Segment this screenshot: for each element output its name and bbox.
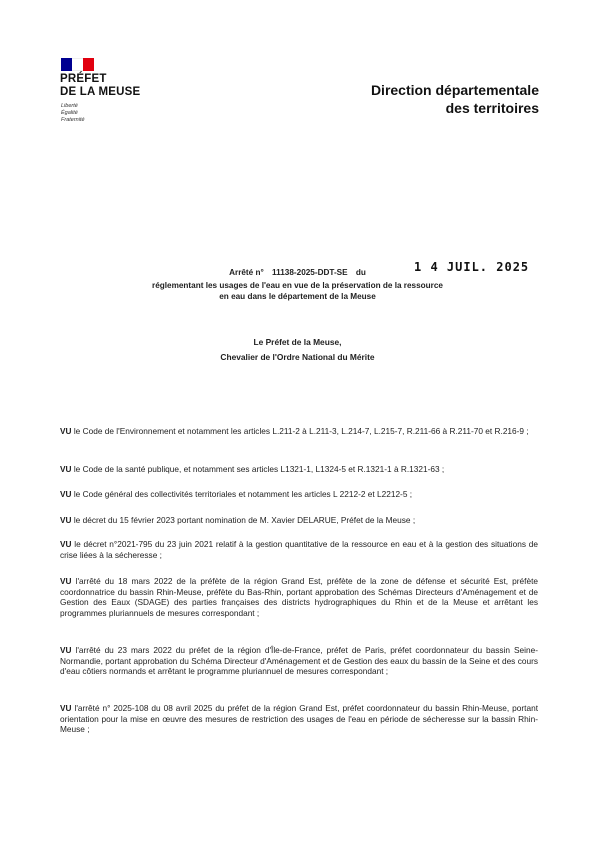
vu-clause: VU l'arrêté du 18 mars 2022 de la préfète de la région Grand Est, préfète de la zone de défense et sécurité Est, préfète coordonnatrice du bassin Rhin-Meuse, préfète du Bas-Rhin, portant approbation des Schémas Directeurs d'Aménagement et de Gestion des Eaux (SDAGE) des parties françaises des districts hydrographiques du Rhin et de la Meuse et arrêtant les programmes pluriannuels de mesures correspondant ; xyxy=(60,576,538,618)
vu-clause: VU l'arrêté du 23 mars 2022 du préfet de la région d'Île-de-France, préfet de Paris, préfet coordonnateur du bassin Seine-Normandie, portant approbation du Schéma Directeur d'Aménagement et de Gestion des eaux du bassin de la Seine et des cours d'eau côtiers normands et arrêtant le programme pluriannuel de mesures correspondant ; xyxy=(60,645,538,677)
date-stamp: 1 4 JUIL. 2025 xyxy=(414,260,530,274)
flag-red xyxy=(83,58,94,71)
vu-clause: VU l'arrêté n° 2025-108 du 08 avril 2025 du préfet de la région Grand Est, préfet coordonnateur du bassin Rhin-Meuse, portant orientation pour la mise en œuvre des mesures de restriction des usages de l'eau en période de sécheresse sur la bassin Rhin-Meuse ; xyxy=(60,703,538,735)
prefet-title: Le Préfet de la Meuse, Chevalier de l'Ordre National du Mérite xyxy=(220,337,375,362)
vu-clause: VU le décret du 15 février 2023 portant nomination de M. Xavier DELARUE, Préfet de la Meuse ; xyxy=(60,515,416,525)
arrete-number: 11138-2025-DDT-SE xyxy=(272,268,348,277)
issuing-direction: Direction départementale des territoires xyxy=(370,82,539,116)
arrete-label: Arrêté n° xyxy=(229,268,264,277)
vu-clause: VU le Code de la santé publique, et notamment ses articles L1321-1, L1324-5 et R.1321-1 à R.1321-63 ; xyxy=(60,464,445,474)
flag-white xyxy=(72,58,83,71)
prefecture-name: PRÉFET DE LA MEUSE xyxy=(60,73,141,98)
vu-clause: VU le Code général des collectivités territoriales et notamment les articles L 2212-2 et L2212-5 ; xyxy=(60,489,413,499)
marianne-flag-logo xyxy=(61,58,94,71)
vu-clause: VU le décret n°2021-795 du 23 juin 2021 relatif à la gestion quantitative de la ressource en eau et à la gestion des situations de crise liées à la sécheresse ; xyxy=(60,539,538,560)
flag-blue xyxy=(61,58,72,71)
republic-motto: Liberté Égalité Fraternité xyxy=(61,103,85,123)
arrete-subject: réglementant les usages de l'eau en vue de la préservation de la ressource en eau dans le département de la Meuse xyxy=(152,281,443,301)
arrete-number-line xyxy=(0,268,595,279)
arrete-du: du xyxy=(355,268,366,277)
vu-clause: VU le Code de l'Environnement et notamment les articles L.211-2 à L.211-3, L.214-7, L.215-7, R.211-66 à R.211-70 et R.216-9 ; xyxy=(60,426,529,436)
